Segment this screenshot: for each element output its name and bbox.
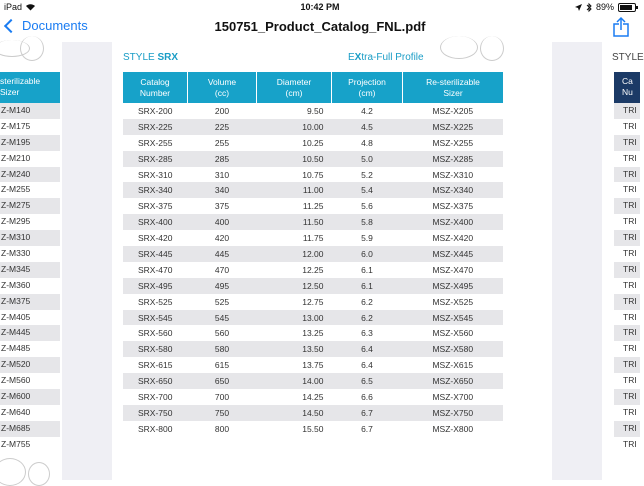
projection-cell: 6.2 [332,310,403,326]
volume-cell: 580 [188,341,257,357]
diameter-cell: 13.25 [302,328,324,339]
projection-cell: 4.2 [361,105,373,116]
volume-cell: 525 [214,296,230,307]
diameter-cell: 10.50 [257,151,332,167]
nav-bar [0,14,640,42]
volume-cell: 800 [214,423,230,434]
battery-icon [618,3,636,12]
right-catalog-row: TRI [614,230,640,246]
profile-rest: tra-Full Profile [361,52,424,63]
catalog-header-row [123,72,503,103]
right-catalog-row: TRI [623,279,637,290]
sizer-cell: MSZ-X800 [432,423,474,434]
volume-cell: 750 [188,405,257,421]
diameter-cell: 12.25 [302,264,324,275]
catalog-number-cell: SRX-420 [138,233,173,244]
sizer-cell: MSZ-X495 [403,278,504,294]
catalog-number-cell: SRX-800 [138,423,173,434]
volume-cell: 255 [214,137,230,148]
table-row [123,310,503,326]
left-sizer-row: Z-M560 [1,375,31,386]
sizer-cell: MSZ-X255 [432,137,474,148]
left-sizer-row: Z-M640 [1,406,31,417]
right-rows [614,103,640,453]
diameter-cell: 12.50 [257,278,332,294]
left-rows [0,103,60,453]
diameter-cell: 14.00 [257,373,332,389]
right-catalog-row: TRI [623,343,637,354]
sizer-cell: MSZ-X545 [403,310,504,326]
sizer-cell: MSZ-X700 [432,391,474,402]
document-title: 150751_Product_Catalog_FNL.pdf [214,19,426,34]
volume-cell: 495 [188,278,257,294]
projection-cell: 5.0 [332,151,403,167]
left-sizer-row: Z-M140 [0,103,60,119]
table-row [123,341,503,357]
table-row [123,294,503,310]
projection-cell: 6.1 [332,278,403,294]
projection-cell: 6.2 [361,296,373,307]
left-sizer-row: Z-M175 [1,120,31,131]
projection-cell: 4.5 [332,119,403,135]
diameter-cell: 12.00 [257,246,332,262]
left-sizer-row: Z-M405 [1,311,31,322]
table-row [123,119,503,135]
implant-outline-bottom-left-2 [28,462,50,486]
right-catalog-row: TRI [614,135,640,151]
projection-cell: 4.8 [361,137,373,148]
table-row [123,103,503,119]
catalog-number-cell: SRX-445 [123,246,188,262]
profile-heading [348,52,424,63]
style-code: SRX [157,52,179,63]
implant-outline-bottom-left [0,458,26,486]
volume-cell: 285 [188,151,257,167]
left-sizer-row: Z-M330 [1,248,31,259]
volume-cell: 400 [188,214,257,230]
location-icon [575,4,582,11]
table-row [123,246,503,262]
sizer-cell: MSZ-X225 [403,119,504,135]
style-heading [123,52,178,63]
table-row [123,405,503,421]
left-sizer-row: Z-M195 [0,135,60,151]
right-catalog-row: TRI [614,325,640,341]
projection-cell: 5.9 [361,233,373,244]
page-gap-right [552,42,602,480]
diameter-cell: 10.75 [302,169,324,180]
left-sizer-row: Z-M520 [0,357,60,373]
sizer-cell: MSZ-X470 [432,264,474,275]
right-catalog-row: TRI [623,152,637,163]
right-header-line2: Nu [622,87,633,97]
col-projection: Projection (cm) [332,72,403,103]
right-catalog-row: TRI [623,120,637,131]
left-sizer-row: Z-M240 [0,167,60,183]
projection-cell: 6.0 [332,246,403,262]
right-catalog-row: TRI [623,216,637,227]
sizer-cell: MSZ-X420 [432,233,474,244]
sizer-cell: MSZ-X580 [403,341,504,357]
sizer-cell: MSZ-X615 [432,360,474,371]
diameter-cell: 11.00 [257,182,332,198]
left-sizer-row: Z-M485 [1,343,31,354]
volume-cell: 225 [188,119,257,135]
catalog-number-cell: SRX-545 [123,310,188,326]
volume-cell: 560 [214,328,230,339]
right-catalog-row: TRI [614,167,640,183]
catalog-number-cell: SRX-255 [138,137,173,148]
volume-cell: 310 [214,169,230,180]
volume-cell: 545 [188,310,257,326]
projection-cell: 5.4 [332,182,403,198]
catalog-number-cell: SRX-700 [138,391,173,402]
catalog-number-cell: SRX-310 [138,169,173,180]
left-sizer-row: Z-M445 [0,325,60,341]
sizer-cell: MSZ-X525 [432,296,474,307]
table-row [123,262,503,278]
projection-cell: 6.5 [332,373,403,389]
sizer-cell: MSZ-X445 [403,246,504,262]
catalog-number-cell: SRX-340 [123,182,188,198]
diameter-cell: 13.00 [257,310,332,326]
diameter-cell: 10.00 [257,119,332,135]
col-volume: Volume (cc) [188,72,257,103]
battery-fill [620,5,632,10]
left-sizer-row: Z-M310 [0,230,60,246]
sizer-cell: MSZ-X310 [432,169,474,180]
left-sizer-row: Z-M755 [1,438,31,449]
table-row [123,389,503,405]
diameter-cell: 15.50 [302,423,324,434]
volume-cell: 615 [214,360,230,371]
projection-cell: 5.6 [361,201,373,212]
projection-cell: 6.4 [361,360,373,371]
right-catalog-row: TRI [614,262,640,278]
col-catalog-number: Catalog Number [123,72,188,103]
catalog-number-cell: SRX-750 [123,405,188,421]
volume-cell: 650 [188,373,257,389]
style-prefix: STYLE [123,52,158,63]
volume-cell: 470 [214,264,230,275]
projection-cell: 6.7 [332,405,403,421]
diameter-cell: 11.25 [302,201,324,212]
table-row [123,421,503,437]
table-row [123,357,503,373]
right-header-line1: Ca [622,76,633,86]
left-sizer-row: Z-M360 [1,279,31,290]
table-row [123,278,503,294]
left-sizer-row: Z-M375 [0,294,60,310]
volume-cell: 200 [214,105,230,116]
catalog-number-cell: SRX-580 [123,341,188,357]
right-catalog-row: TRI [623,406,637,417]
table-row [123,325,503,341]
status-bar [0,0,640,14]
back-label: Documents [22,18,88,33]
catalog-number-cell: SRX-200 [138,105,173,116]
volume-cell: 420 [214,233,230,244]
volume-cell: 445 [188,246,257,262]
catalog-number-cell: SRX-615 [138,360,173,371]
diameter-cell: 11.50 [257,214,332,230]
volume-cell: 700 [214,391,230,402]
diameter-cell: 13.50 [257,341,332,357]
catalog-number-cell: SRX-225 [123,119,188,135]
catalog-number-cell: SRX-495 [123,278,188,294]
col-diameter: Diameter (cm) [257,72,332,103]
projection-cell: 5.2 [361,169,373,180]
left-header-line2: Sizer [0,87,20,97]
sizer-cell: MSZ-X750 [403,405,504,421]
catalog-number-cell: SRX-285 [123,151,188,167]
catalog-body [123,103,503,437]
sizer-cell: MSZ-X205 [432,105,474,116]
right-catalog-column [614,72,640,453]
catalog-table [123,72,503,437]
bluetooth-icon [586,3,592,12]
left-sizer-row: Z-M600 [0,389,60,405]
catalog-number-cell: SRX-650 [123,373,188,389]
left-sizer-row: Z-M295 [1,216,31,227]
right-catalog-row: TRI [623,438,637,449]
right-catalog-row: TRI [614,357,640,373]
left-sizer-row: Z-M275 [0,198,60,214]
table-row [123,151,503,167]
status-time: 10:42 PM [300,2,340,12]
diameter-cell: 10.25 [302,137,324,148]
profile-prefix: E [348,52,355,63]
device-label: iPad [4,2,23,12]
catalog-number-cell: SRX-560 [138,328,173,339]
right-catalog-row: TRI [614,103,640,119]
implant-outline-top-center [440,36,478,59]
diameter-cell: 12.75 [302,296,324,307]
volume-cell: 375 [214,201,230,212]
col-sizer: Re-sterilizable Sizer [403,72,504,103]
diameter-cell: 14.50 [257,405,332,421]
right-catalog-row: TRI [623,184,637,195]
sizer-cell: MSZ-X340 [403,182,504,198]
diameter-cell: 14.25 [302,391,324,402]
left-sizer-row: Z-M210 [1,152,31,163]
table-row [123,230,503,246]
table-row [123,214,503,230]
right-catalog-row: TRI [623,311,637,322]
projection-cell: 6.1 [361,264,373,275]
left-sizer-row: Z-M345 [0,262,60,278]
left-column-header [0,72,60,103]
catalog-number-cell: SRX-400 [123,214,188,230]
diameter-cell: 11.75 [302,233,324,244]
diameter-cell: 9.50 [306,105,324,116]
left-sizer-column [0,72,60,453]
page-gap-left [62,42,112,480]
sizer-cell: MSZ-X650 [403,373,504,389]
profile-bold: X [354,52,362,63]
projection-cell: 5.8 [332,214,403,230]
sizer-cell: MSZ-X285 [403,151,504,167]
implant-outline-top-center-2 [480,36,504,61]
catalog-number-cell: SRX-375 [138,201,173,212]
projection-cell: 6.4 [332,341,403,357]
implant-outline-top-left-2 [20,36,44,61]
table-row [123,182,503,198]
projection-cell: 6.3 [361,328,373,339]
left-header-line1: sterilizable [0,76,41,86]
catalog-number-cell: SRX-470 [138,264,173,275]
right-catalog-row: TRI [623,248,637,259]
sizer-cell: MSZ-X560 [432,328,474,339]
right-catalog-row: TRI [614,198,640,214]
projection-cell: 6.7 [361,423,373,434]
left-sizer-row: Z-M255 [1,184,31,195]
right-catalog-row: TRI [614,421,640,437]
sizer-cell: MSZ-X400 [403,214,504,230]
table-row [123,373,503,389]
right-catalog-row: TRI [623,375,637,386]
table-row [123,198,503,214]
diameter-cell: 13.75 [302,360,324,371]
sizer-cell: MSZ-X375 [432,201,474,212]
catalog-number-cell: SRX-525 [138,296,173,307]
right-style-heading: STYLE [612,52,644,63]
left-sizer-row: Z-M685 [0,421,60,437]
right-column-header [614,72,640,103]
right-catalog-row: TRI [614,294,640,310]
battery-percent: 89% [595,2,614,12]
status-right [575,2,636,12]
projection-cell: 6.6 [361,391,373,402]
table-row [123,135,503,151]
share-icon[interactable] [612,17,630,37]
right-catalog-row: TRI [614,389,640,405]
volume-cell: 340 [188,182,257,198]
table-row [123,167,503,183]
